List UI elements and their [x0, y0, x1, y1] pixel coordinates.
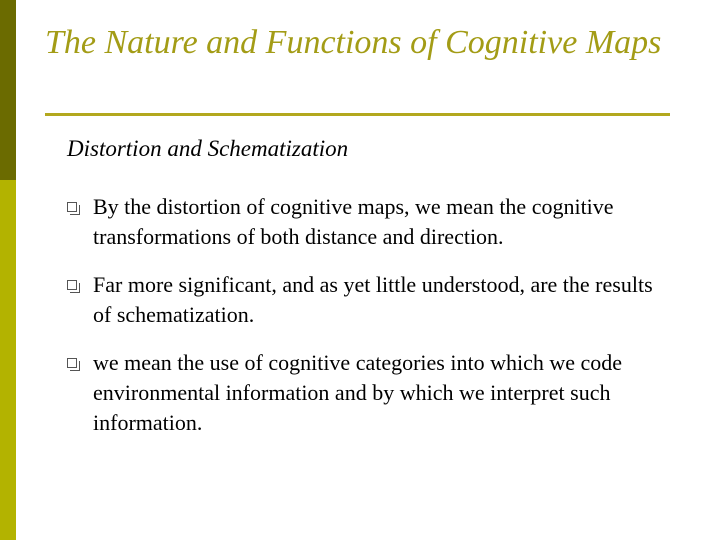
bullet-item [67, 270, 657, 330]
bullet-text: we mean the use of cognitive categories into which we code environmental information and by which we interpret such information. [93, 350, 623, 435]
bullet-text: Far more significant, and as yet little understood, are the results of schematization. [93, 272, 653, 327]
square-bullet-icon [67, 358, 77, 368]
bullet-item [67, 348, 657, 438]
bullet-list [67, 192, 657, 438]
bullet-text: By the distortion of cognitive maps, we mean the cognitive transformations of both distance and direction. [93, 194, 614, 249]
slide-subtitle: Distortion and Schematization [67, 136, 349, 161]
side-bar-light [0, 180, 16, 540]
side-bar-dark [0, 0, 16, 180]
square-bullet-icon [67, 280, 77, 290]
square-bullet-icon [67, 202, 77, 212]
title-divider [45, 113, 670, 116]
slide-title: The Nature and Functions of Cognitive Maps [45, 24, 662, 61]
bullet-item [67, 192, 657, 252]
